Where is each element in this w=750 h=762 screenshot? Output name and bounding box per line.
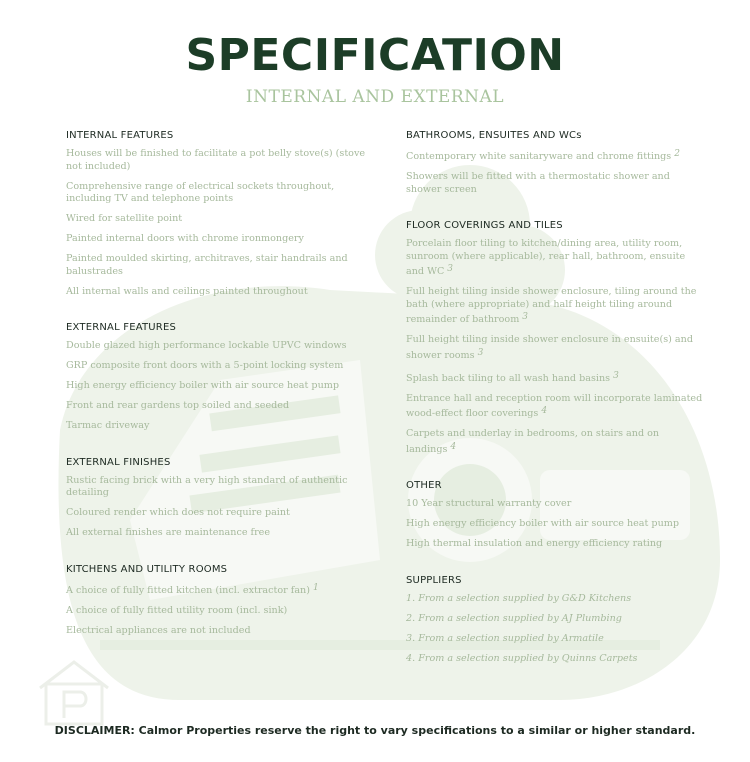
spec-item xyxy=(406,286,706,327)
spec-item xyxy=(66,340,366,353)
spec-item-text: Entrance hall and reception room will incorporate laminated wood-effect floor coverings xyxy=(406,392,703,419)
spec-item-text: High thermal insulation and energy efficiency rating xyxy=(406,538,663,549)
spec-item-text: Tarmac driveway xyxy=(66,420,150,431)
spec-item-text: Comprehensive range of electrical sockets throughout, including TV and telephone points xyxy=(66,180,335,204)
supplier-note-ref: 1 xyxy=(312,582,319,593)
spec-item xyxy=(66,420,366,433)
spec-item xyxy=(406,498,706,511)
spec-item-text: A choice of fully fitted utility room (incl. sink) xyxy=(66,604,288,616)
section-suppliers xyxy=(406,575,706,666)
spec-item-text: A choice of fully fitted kitchen (incl. extractor fan) xyxy=(66,584,310,596)
section-internal-features xyxy=(66,130,366,298)
spec-item xyxy=(66,475,366,500)
spec-item-text: 2. From a selection supplied by AJ Plumbing xyxy=(406,612,622,624)
spec-item-text: Full height tiling inside shower enclosure in ensuite(s) and shower rooms xyxy=(406,334,693,361)
spec-item xyxy=(406,538,706,551)
spec-item xyxy=(66,380,366,393)
spec-item xyxy=(66,181,366,206)
spec-item xyxy=(406,633,706,646)
page-subtitle: INTERNAL AND EXTERNAL xyxy=(245,87,505,107)
section-heading: INTERNAL FEATURES xyxy=(66,130,174,141)
spec-item xyxy=(406,593,706,606)
spec-item xyxy=(66,625,366,638)
spec-item-text: Double glazed high performance lockable UPVC windows xyxy=(66,340,347,351)
spec-item-text: High energy efficiency boiler with air source heat pump xyxy=(66,380,339,391)
supplier-note-ref: 4 xyxy=(450,441,457,452)
spec-item-text: Front and rear gardens top soiled and seeded xyxy=(66,400,290,411)
spec-item-text: Wired for satellite point xyxy=(66,213,183,224)
spec-item-text: All external finishes are maintenance free xyxy=(66,527,271,538)
spec-item xyxy=(406,613,706,626)
spec-item-text: Coloured render which does not require paint xyxy=(66,507,290,518)
spec-item-text: Rustic facing brick with a very high standard of authentic detailing xyxy=(66,474,348,498)
spec-item xyxy=(66,286,366,299)
spec-item xyxy=(406,334,706,362)
spec-item-text: 3. From a selection supplied by Armatile xyxy=(406,632,604,644)
spec-item xyxy=(66,213,366,226)
section-heading: EXTERNAL FINISHES xyxy=(66,456,171,468)
supplier-note-ref: 2 xyxy=(674,149,680,159)
spec-item xyxy=(66,582,366,598)
page-title: SPECIFICATION xyxy=(185,30,565,81)
disclaimer: DISCLAIMER: Calmor Properties reserve the right to vary specifications to a similar or higher standard. xyxy=(54,724,696,737)
section-floor-coverings-and-tiles xyxy=(406,220,706,456)
spec-item-text: 10 Year structural warranty cover xyxy=(406,498,572,509)
section-external-features xyxy=(66,322,366,433)
spec-item-text: Painted internal doors with chrome ironmongery xyxy=(66,233,304,244)
spec-item xyxy=(406,238,706,279)
right-column xyxy=(406,130,706,689)
spec-item xyxy=(406,428,706,456)
spec-item-text: High energy efficiency boiler with air source heat pump xyxy=(406,518,679,529)
left-column xyxy=(66,130,366,661)
spec-item-text: 1. From a selection supplied by G&D Kitchens xyxy=(406,592,632,604)
section-heading: KITCHENS AND UTILITY ROOMS xyxy=(66,563,228,575)
section-heading: BATHROOMS, ENSUITES AND WCs xyxy=(406,130,582,141)
supplier-note-ref: 3 xyxy=(447,264,454,274)
spec-item-text: Electrical appliances are not included xyxy=(66,624,251,636)
section-kitchens-and-utility-rooms xyxy=(66,564,366,638)
house-logo-icon xyxy=(36,658,112,726)
spec-item-text: 4. From a selection supplied by Quinns Carpets xyxy=(406,652,638,664)
spec-item-text: GRP composite front doors with a 5-point locking system xyxy=(66,360,344,371)
section-other xyxy=(406,480,706,551)
spec-item xyxy=(406,393,706,421)
spec-item xyxy=(406,518,706,531)
spec-item xyxy=(66,605,366,618)
spec-item-text: Painted moulded skirting, architraves, stair handrails and balustrades xyxy=(66,253,348,277)
section-bathrooms-ensuites-and-wcs xyxy=(406,130,706,196)
spec-item xyxy=(66,527,366,540)
spec-item xyxy=(406,171,706,196)
section-external-finishes xyxy=(66,457,366,540)
spec-item xyxy=(66,360,366,373)
supplier-note-ref: 3 xyxy=(477,347,484,358)
spec-item-text: Porcelain floor tiling to kitchen/dining area, utility room, sunroom (where applicable), rear hall, bathroom, ensuite and WC xyxy=(406,238,686,277)
spec-item xyxy=(406,148,706,164)
spec-item-text: Carpets and underlay in bedrooms, on stairs and on landings xyxy=(406,428,660,455)
spec-item-text: Showers will be fitted with a thermostatic shower and shower screen xyxy=(406,171,670,195)
spec-item xyxy=(66,233,366,246)
supplier-note-ref: 3 xyxy=(522,312,529,322)
section-heading: OTHER xyxy=(406,480,442,491)
section-heading: SUPPLIERS xyxy=(406,574,462,586)
spec-item-text: Contemporary white sanitaryware and chrome fittings xyxy=(406,151,672,162)
supplier-note-ref: 3 xyxy=(613,370,619,381)
spec-item xyxy=(66,253,366,278)
supplier-note-ref: 4 xyxy=(541,406,548,416)
spec-item-text: All internal walls and ceilings painted throughout xyxy=(66,285,308,297)
spec-item xyxy=(406,370,706,386)
section-heading: EXTERNAL FEATURES xyxy=(66,322,177,333)
section-heading: FLOOR COVERINGS AND TILES xyxy=(406,220,563,231)
spec-item-text: Full height tiling inside shower enclosure, tiling around the bath (where appropriate) and half height tiling around remainder of bathroom xyxy=(406,286,697,325)
spec-item-text: Splash back tiling to all wash hand basins xyxy=(406,372,611,384)
spec-item xyxy=(406,653,706,666)
spec-item xyxy=(66,507,366,520)
spec-item-text: Houses will be finished to facilitate a pot belly stove(s) (stove not included) xyxy=(66,148,366,172)
spec-item xyxy=(66,400,366,413)
spec-item xyxy=(66,148,366,173)
